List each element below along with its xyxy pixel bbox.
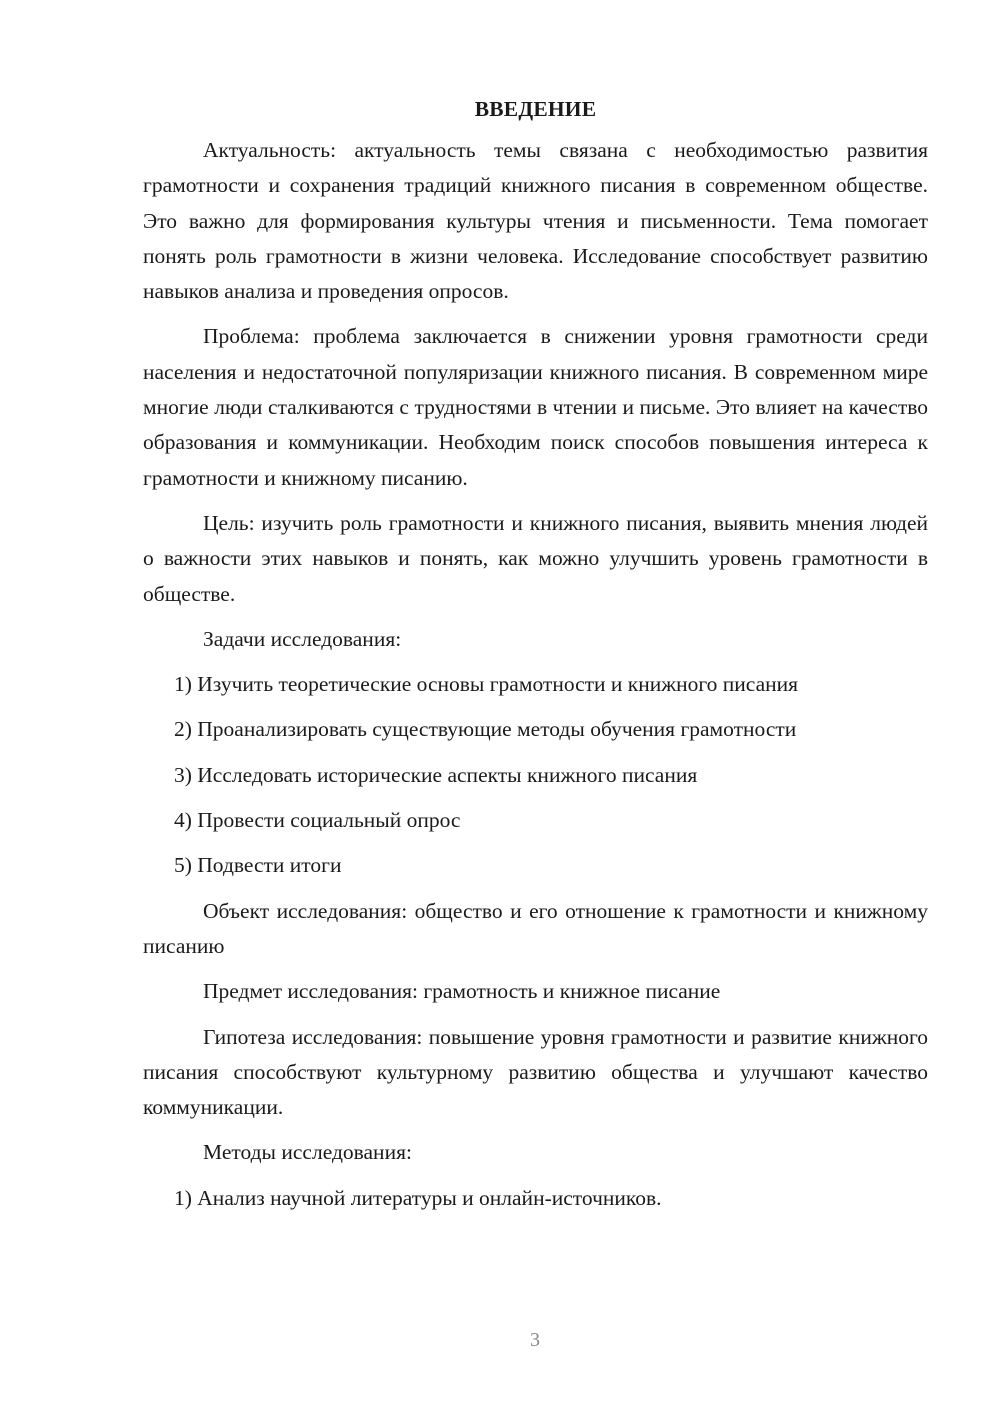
list-item: 1) Анализ научной литературы и онлайн-источников. bbox=[174, 1185, 662, 1210]
list-item: 1) Изучить теоретические основы грамотности и книжного писания bbox=[174, 672, 799, 697]
list-item: 3) Исследовать исторические аспекты книжного писания bbox=[174, 762, 698, 787]
list-item: 4) Провести социальный опрос bbox=[174, 808, 461, 833]
paragraph-hypothesis: Гипотеза исследования: повышение уровня грамотности и развитие книжного писания способствуют культурному развитию общества и улучшают качество коммуникации. bbox=[143, 1024, 928, 1120]
paragraph-subject: Предмет исследования: грамотность и книжное писание bbox=[203, 979, 721, 1004]
methods-heading: Методы исследования: bbox=[203, 1140, 412, 1165]
paragraph-goal: Цель: изучить роль грамотности и книжного писания, выявить мнения людей о важности этих навыков и понять, как можно улучшить уровень грамотности в обществе. bbox=[143, 510, 928, 606]
tasks-list bbox=[143, 667, 928, 883]
list-item: 5) Подвести итоги bbox=[174, 853, 342, 878]
section-title: ВВЕДЕНИЕ bbox=[474, 97, 597, 121]
paragraph-problem: Проблема: проблема заключается в снижении уровня грамотности среди населения и недостаточной популяризации книжного писания. В современном мире многие люди сталкиваются с трудностями в чтении и письме. Это влияет на качество образования и коммуникации. Необходим поиск способов повышения интереса к грамотности и книжному писанию. bbox=[143, 324, 928, 490]
page-number: 3 bbox=[530, 1329, 540, 1351]
list-item: 2) Проанализировать существующие методы обучения грамотности bbox=[174, 717, 797, 742]
tasks-heading: Задачи исследования: bbox=[203, 626, 402, 651]
paragraph-object: Объект исследования: общество и его отношение к грамотности и книжному писанию bbox=[143, 898, 928, 958]
paragraph-relevance: Актуальность: актуальность темы связана с необходимостью развития грамотности и сохранения традиций книжного писания в современном обществе. Это важно для формирования культуры чтения и письменности. Тема помогает понять роль грамотности в жизни человека. Исследование способствует развитию навыков анализа и проведения опросов. bbox=[143, 138, 928, 304]
methods-list bbox=[143, 1181, 928, 1216]
document-page bbox=[143, 92, 928, 1226]
